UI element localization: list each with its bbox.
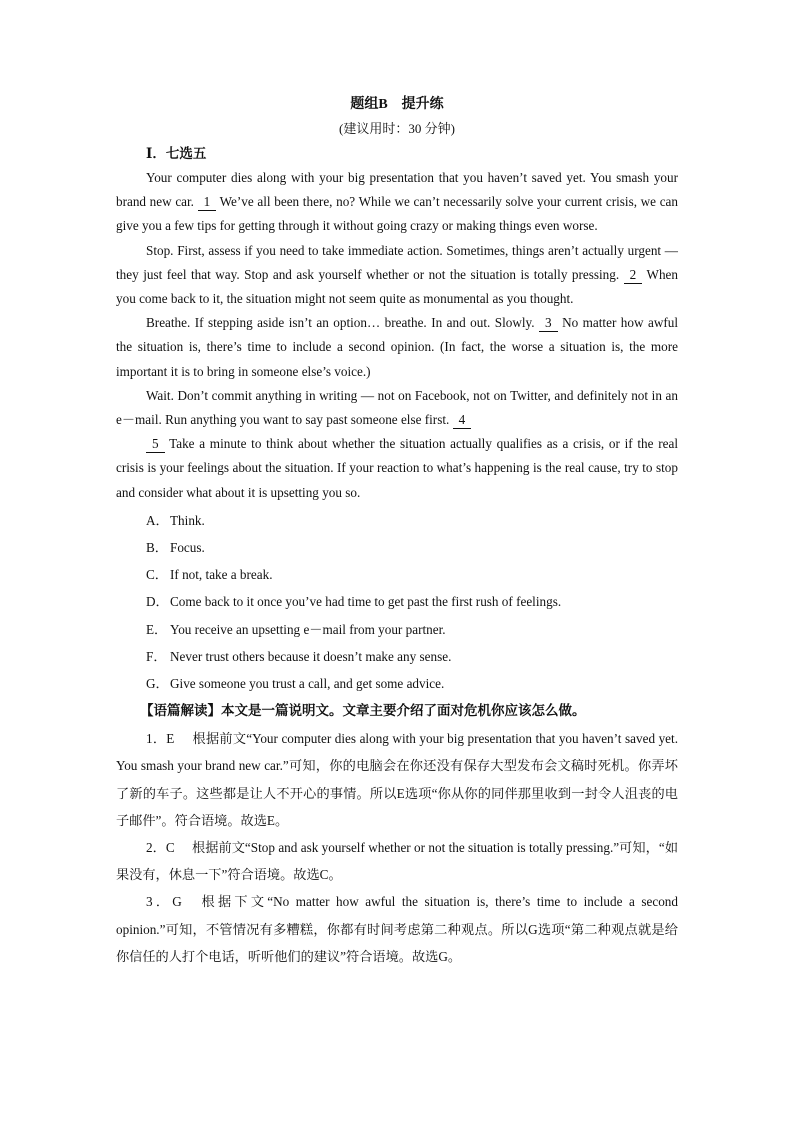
suggested-time: (建议用时：30 分钟) [339,121,455,136]
blank-5: 5 [146,436,165,453]
paragraph-text: We’ve all been there, no? While we can’t necessarily solve your current crisis, we can give you a few tips for getting through it without going crazy or making things even worse. [116,194,678,234]
answer-text: 根据前文“Your computer dies along with your big presentation that you haven’t saved yet. You smash your brand new car.”可知，你的电脑会在你还没有保存大型发布会文稿时死机。你弄坏了新的车子。这些都是让人不开心的事情。所以E选项“你从你的同伴那里收到一封令人沮丧的电子邮件”。符合语境。故选E。 [116,731,678,828]
option-c [116,561,678,588]
paragraph-text: Stop. First, assess if you need to take immediate action. Sometimes, things aren’t actually urgent — they just feel that way. Stop and ask yourself whether or not the situation is totally pressing. [116,242,678,282]
blank-3: 3 [539,315,558,332]
answer-key: E [166,731,175,747]
paragraph-text: Take a minute to think about whether the situation actually qualifies as a crisis, or if the real crisis is your feelings about the situation. If your reaction to what’s happening is the real cause, try to stop and consider what about it is upsetting you so. [116,436,678,500]
passage-paragraph-1 [116,166,678,239]
option-letter: B． [146,540,168,556]
paragraph-text: Breathe. If stepping aside isn’t an option… breathe. In and out. Slowly. [146,315,540,331]
option-letter: G． [146,675,169,691]
blank-2: 2 [624,267,643,284]
answer-explanation-2 [116,834,678,888]
option-d [116,588,678,615]
option-letter: F． [146,648,167,664]
paragraph-text: When you come back to it, the situation might not seem quite as monumental as you thought. [116,266,679,307]
option-text: Focus. [170,540,205,556]
passage-paragraph-5 [116,432,678,505]
answer-explanation-1 [116,725,678,834]
paragraph-text: No matter how awful the situation is, there’s time to include a second opinion. (In fact, the worse a situation is, the more important it is to bring in someone else’s voice.) [116,315,679,379]
option-a [116,507,678,534]
answer-key: C [165,839,175,855]
paragraph-text: Your computer dies along with your big presentation that you haven’t saved yet. You smash your brand new car. [116,170,678,210]
blank-4: 4 [453,412,472,429]
option-text: Come back to it once you’ve had time to get past the first rush of feelings. [170,594,562,610]
option-g [116,670,678,697]
answer-text: 根据前文“Stop and ask yourself whether or not the situation is totally pressing.”可知，“如果没有，休息一下”符合语境。故选C。 [116,839,679,883]
option-letter: D． [146,594,169,610]
option-e [116,616,678,643]
option-text: Give someone you trust a call, and get some advice. [170,675,445,691]
section-heading: Ⅰ．七选五 [146,146,207,161]
page-title: 题组B 提升练 [350,97,444,112]
answer-number: 3． [146,894,173,910]
option-text: Think. [170,512,205,528]
option-list [116,507,678,697]
answer-key: G [172,894,182,910]
passage-paragraph-2 [116,239,678,312]
passage-paragraph-4 [116,384,678,432]
option-letter: A． [146,512,169,528]
answer-number: 1． [146,731,167,747]
passage-paragraph-3 [116,311,678,384]
option-letter: C． [146,567,168,583]
option-text: If not, take a break. [170,567,273,583]
option-letter: E． [146,621,168,637]
option-b [116,534,678,561]
option-text: Never trust others because it doesn’t make any sense. [170,648,452,664]
answer-explanation-3 [116,888,678,970]
paragraph-text: Wait. Don’t commit anything in writing — not on Facebook, not on Twitter, and definitely not in an e－mail. Run anything you want to say past someone else first. [116,387,678,428]
option-f [116,643,678,670]
answer-number: 2． [146,839,166,855]
option-text: You receive an upsetting e－mail from your partner. [170,621,446,637]
answer-text: 根据下文“No matter how awful the situation is, there’s time to include a second opinion.”可知，不管情况有多糟糕，你都有时间考虑第二种观点。所以G选项“第二种观点就是给你信任的人打个电话，听听他们的建议”符合语境。故选G。 [116,894,678,964]
analysis-heading: 【语篇解读】本文是一篇说明文。文章主要介绍了面对危机你应该怎么做。 [140,703,586,719]
blank-1: 1 [198,194,217,211]
document-page [116,92,678,970]
